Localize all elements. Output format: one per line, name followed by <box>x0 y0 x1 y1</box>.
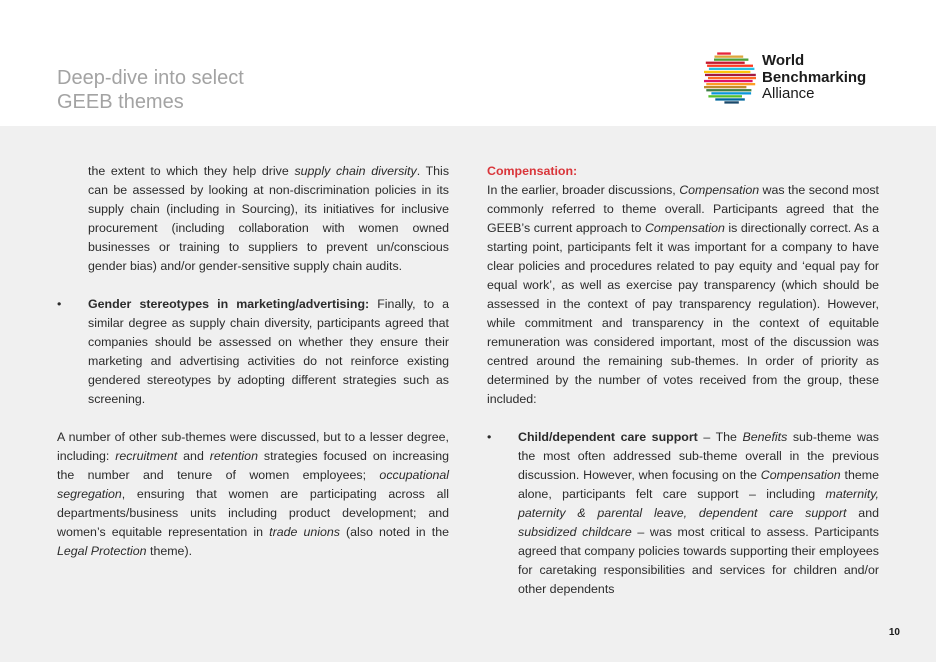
text-run: and <box>846 506 879 520</box>
logo-stripe <box>706 62 745 64</box>
logo-stripe <box>714 59 748 61</box>
spacer <box>57 276 449 295</box>
italic-run: Compensation <box>760 468 841 482</box>
bullet-heading: Child/dependent care support <box>518 430 698 444</box>
page-title-line-1: Deep-dive into select <box>57 67 244 89</box>
italic-run: recruitment <box>115 449 178 463</box>
logo-wordmark <box>762 53 866 103</box>
logo-stripe <box>704 80 753 82</box>
logo-stripe <box>704 86 746 88</box>
text-run: was the second most commonly referred to theme overall. Participants agreed that the GEEB’s current approach to <box>487 183 879 235</box>
logo-stripe <box>717 52 731 54</box>
text-run: – was most critical to assess. Participants agreed that company policies towards supporting their employees for caretaking responsibilities and services for children and/or other dependents <box>518 525 879 596</box>
right-column <box>487 162 879 599</box>
logo-text-world: World <box>762 52 805 69</box>
logo-stripe <box>708 77 756 79</box>
logo-stripe <box>708 95 742 97</box>
italic-run: occupational segregation <box>57 468 449 501</box>
text-run: the extent to which they help drive <box>88 164 295 178</box>
logo-mark-icon <box>704 50 756 106</box>
logo-stripe <box>709 68 755 70</box>
compensation-heading: Compensation: <box>487 164 578 178</box>
text-run: theme). <box>146 544 193 558</box>
italic-run: Legal Protection <box>57 544 147 558</box>
page-title-line-2: GEEB themes <box>57 91 184 113</box>
italic-run: trade unions <box>269 525 340 539</box>
bullet-icon: • <box>57 297 62 311</box>
page-title <box>57 66 244 114</box>
compensation-paragraph <box>487 181 879 409</box>
bullet-child-care-support <box>487 428 879 599</box>
spacer <box>487 409 879 428</box>
logo-stripe <box>707 65 753 67</box>
text-run: strategies focused on increasing the number and tenure of women employees; <box>57 449 449 482</box>
text-run: (also noted in the <box>339 525 449 539</box>
logo-text-alliance: Alliance <box>762 85 815 102</box>
world-benchmarking-alliance-logo <box>704 50 904 106</box>
italic-run: Compensation <box>644 221 725 235</box>
text-run: In the earlier, broader discussions, <box>487 183 680 197</box>
page-number: 10 <box>888 627 900 638</box>
text-run: Finally, to a similar degree as supply chain diversity, participants agreed that companies should be assessed on whether they ensure their marketing and advertising activities do not reinforce existing gendered stereotypes by adopting different strategies such as screening. <box>88 297 449 406</box>
bullet-heading: Gender stereotypes in marketing/advertising: <box>88 297 370 311</box>
text-run: , ensuring that women are participating across all departments/business units including product development; and women’s equitable representation in <box>57 487 449 539</box>
left-column <box>57 162 449 561</box>
text-run: – The <box>697 430 743 444</box>
logo-text-benchmarking: Benchmarking <box>762 68 867 86</box>
bullet-icon: • <box>487 430 492 444</box>
logo-stripe <box>704 71 750 73</box>
logo-stripe <box>706 89 751 91</box>
logo-stripe <box>715 98 745 100</box>
text-run: . This can be assessed by looking at non-discrimination policies in its supply chain (including in Sourcing), its initiatives for inclusive procurement (including collaboration with women owned businesses or training to suppliers to prevent un/conscious gender bias) and/or gender-sensitive supply chain audits. <box>88 164 450 273</box>
supply-chain-paragraph <box>57 162 449 276</box>
page-header <box>0 0 936 126</box>
logo-stripe <box>711 92 751 94</box>
italic-run: subsidized childcare <box>518 525 632 539</box>
bullet-gender-stereotypes <box>57 295 449 409</box>
italic-run: maternity, paternity & parental leave, dependent care support <box>518 487 879 520</box>
italic-run: Benefits <box>742 430 788 444</box>
logo-stripe <box>706 83 755 85</box>
italic-run: supply chain diversity <box>294 164 417 178</box>
text-run: is directionally correct. As a starting point, participants felt it was important for a company to have clear policies and procedures related to pay equity and ‘equal pay for equal work’, as well as exercise pay transparency (which should be assessed in the context of pay transparency regulation). However, while commitment and transparency in the context of equitable remuneration was considered important, most of the discussion was centred around the remaining sub-themes. In order of priority as determined by the number of votes received from the group, these included: <box>487 221 879 406</box>
text-run: theme alone, participants felt care support – including <box>518 468 879 501</box>
logo-stripe <box>724 101 738 103</box>
logo-stripe <box>715 56 744 58</box>
text-run: sub-theme was the most often addressed sub-theme overall in the previous discussion. However, when focusing on the <box>518 430 879 482</box>
logo-stripe <box>705 74 756 76</box>
text-run: A number of other sub-themes were discussed, but to a lesser degree, including: <box>57 430 449 463</box>
text-run: and <box>177 449 210 463</box>
italic-run: Compensation <box>679 183 760 197</box>
spacer <box>57 409 449 428</box>
italic-run: retention <box>209 449 258 463</box>
other-subthemes-paragraph <box>57 428 449 561</box>
